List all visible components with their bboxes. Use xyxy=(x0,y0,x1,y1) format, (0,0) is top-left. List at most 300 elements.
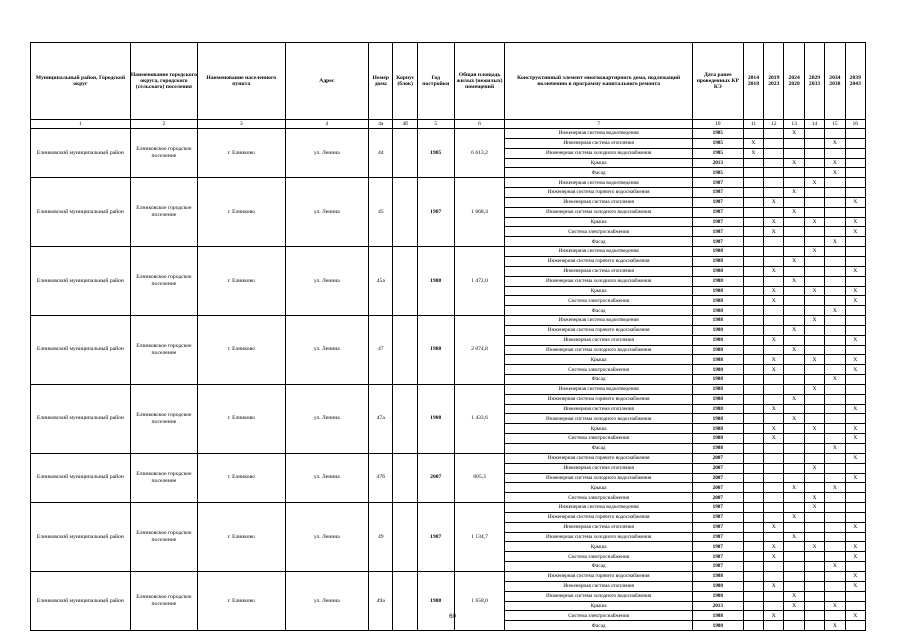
period-cell xyxy=(743,414,763,424)
table-row xyxy=(31,247,866,257)
period-cell xyxy=(743,601,763,611)
prior-repair-date-cell: 1988 xyxy=(692,404,743,414)
prior-repair-date-cell: 1987 xyxy=(692,532,743,542)
period-cell xyxy=(825,207,845,217)
period-cell xyxy=(804,335,824,345)
period-cell: X xyxy=(825,562,845,572)
period-cell xyxy=(845,532,865,542)
column-number: 15 xyxy=(825,120,845,129)
period-cell xyxy=(764,237,784,247)
period-cell: X xyxy=(743,138,763,148)
period-cell xyxy=(743,207,763,217)
period-cell xyxy=(825,276,845,286)
period-cell: X xyxy=(784,345,804,355)
column-header: Наименование населенного пункта xyxy=(197,43,285,120)
element-name-cell: Фасад xyxy=(505,237,692,247)
element-name-cell: Крыша xyxy=(505,355,692,365)
period-cell xyxy=(804,276,824,286)
build-year-cell: 1987 xyxy=(417,178,454,247)
period-cell: X xyxy=(784,256,804,266)
column-number: 13 xyxy=(784,120,804,129)
period-cell xyxy=(845,306,865,316)
period-cell xyxy=(764,188,784,198)
house-number-cell: 47б xyxy=(369,453,393,502)
period-cell xyxy=(825,129,845,139)
period-cell xyxy=(845,207,865,217)
period-cell xyxy=(845,178,865,188)
element-name-cell: Фасад xyxy=(505,306,692,316)
period-cell xyxy=(743,621,763,631)
period-cell xyxy=(825,335,845,345)
period-cell xyxy=(784,463,804,473)
period-cell xyxy=(743,178,763,188)
period-cell xyxy=(743,375,763,385)
table-row xyxy=(31,503,866,513)
period-cell: X xyxy=(764,424,784,434)
period-cell xyxy=(804,571,824,581)
element-name-cell: Система электроснабжения xyxy=(505,493,692,503)
settlement-cell: Елниковское городское поселение xyxy=(130,384,197,453)
element-name-cell: Система электроснабжения xyxy=(505,611,692,621)
prior-repair-date-cell: 2013 xyxy=(692,601,743,611)
period-cell xyxy=(784,404,804,414)
prior-repair-date-cell: 1988 xyxy=(692,247,743,257)
period-cell xyxy=(804,197,824,207)
period-cell: X xyxy=(784,414,804,424)
table-row xyxy=(31,571,866,581)
period-cell xyxy=(825,532,845,542)
period-cell: X xyxy=(845,335,865,345)
prior-repair-date-cell: 1988 xyxy=(692,384,743,394)
element-name-cell: Фасад xyxy=(505,562,692,572)
element-name-cell: Инженерная система отопления xyxy=(505,335,692,345)
settlement-cell: Елниковское городское поселение xyxy=(130,178,197,247)
period-cell: X xyxy=(764,197,784,207)
column-number: 5 xyxy=(417,120,454,129)
prior-repair-date-cell: 1985 xyxy=(692,129,743,139)
block-cell xyxy=(393,571,417,630)
element-name-cell: Инженерная система холодного водоснабжения xyxy=(505,207,692,217)
period-cell xyxy=(764,414,784,424)
period-cell xyxy=(825,404,845,414)
element-name-cell: Крыша xyxy=(505,286,692,296)
period-cell xyxy=(825,394,845,404)
column-number: 6 xyxy=(454,120,505,129)
period-cell xyxy=(764,394,784,404)
period-cell xyxy=(764,158,784,168)
period-cell xyxy=(804,365,824,375)
period-cell xyxy=(825,581,845,591)
period-cell xyxy=(825,512,845,522)
period-cell: X xyxy=(845,581,865,591)
period-cell xyxy=(743,503,763,513)
prior-repair-date-cell: 1985 xyxy=(692,168,743,178)
period-cell xyxy=(804,444,824,454)
table-row xyxy=(31,453,866,463)
prior-repair-date-cell: 1988 xyxy=(692,365,743,375)
column-number: 10 xyxy=(692,120,743,129)
period-cell: X xyxy=(804,424,824,434)
period-cell xyxy=(743,434,763,444)
period-cell: X xyxy=(764,227,784,237)
element-name-cell: Фасад xyxy=(505,621,692,631)
period-cell xyxy=(825,424,845,434)
period-cell xyxy=(825,316,845,326)
period-cell xyxy=(743,247,763,257)
period-cell xyxy=(764,571,784,581)
column-header: 2034 2038 xyxy=(825,43,845,120)
prior-repair-date-cell: 1988 xyxy=(692,581,743,591)
period-cell xyxy=(825,493,845,503)
period-cell: X xyxy=(764,296,784,306)
period-cell: X xyxy=(845,296,865,306)
period-cell: X xyxy=(845,473,865,483)
settlement-cell: Елниковское городское поселение xyxy=(130,453,197,502)
period-cell xyxy=(825,188,845,198)
period-cell xyxy=(784,542,804,552)
period-cell xyxy=(764,316,784,326)
period-cell xyxy=(743,483,763,493)
period-cell: X xyxy=(845,217,865,227)
period-cell: X xyxy=(845,286,865,296)
prior-repair-date-cell: 1987 xyxy=(692,552,743,562)
period-cell xyxy=(764,207,784,217)
element-name-cell: Крыша xyxy=(505,424,692,434)
period-cell: X xyxy=(845,404,865,414)
period-cell xyxy=(804,552,824,562)
element-name-cell: Инженерная система отопления xyxy=(505,404,692,414)
period-cell xyxy=(784,306,804,316)
period-cell xyxy=(784,493,804,503)
element-name-cell: Фасад xyxy=(505,168,692,178)
period-cell xyxy=(764,621,784,631)
period-cell xyxy=(825,473,845,483)
period-cell xyxy=(845,601,865,611)
period-cell: X xyxy=(764,434,784,444)
period-cell: X xyxy=(784,512,804,522)
house-number-cell: 45а xyxy=(369,247,393,316)
period-cell xyxy=(764,591,784,601)
period-cell xyxy=(743,256,763,266)
period-cell xyxy=(743,345,763,355)
header-row xyxy=(31,43,866,120)
period-cell xyxy=(743,394,763,404)
period-cell xyxy=(743,316,763,326)
column-header: Адрес xyxy=(285,43,369,120)
element-name-cell: Инженерная система холодного водоснабжения xyxy=(505,414,692,424)
period-cell: X xyxy=(845,424,865,434)
district-cell: Елниковский муниципальный район xyxy=(31,384,131,453)
house-number-cell: 44 xyxy=(369,129,393,178)
period-cell: X xyxy=(764,355,784,365)
build-year-cell: 1988 xyxy=(417,316,454,385)
prior-repair-date-cell: 2007 xyxy=(692,453,743,463)
period-cell xyxy=(764,178,784,188)
locality-cell: г. Елниково xyxy=(197,316,285,385)
period-cell xyxy=(845,247,865,257)
element-name-cell: Инженерная система водоотведения xyxy=(505,503,692,513)
period-cell xyxy=(825,148,845,158)
period-cell: X xyxy=(845,266,865,276)
period-cell xyxy=(845,148,865,158)
period-cell xyxy=(825,463,845,473)
period-cell xyxy=(784,562,804,572)
period-cell: X xyxy=(845,552,865,562)
element-name-cell: Крыша xyxy=(505,601,692,611)
period-cell xyxy=(845,463,865,473)
period-cell xyxy=(804,453,824,463)
period-cell xyxy=(764,512,784,522)
period-cell xyxy=(804,345,824,355)
period-cell xyxy=(804,512,824,522)
prior-repair-date-cell: 1988 xyxy=(692,256,743,266)
period-cell: X xyxy=(845,542,865,552)
period-cell xyxy=(764,306,784,316)
column-number-row xyxy=(31,120,866,129)
element-name-cell: Инженерная система горячего водоснабжения xyxy=(505,453,692,463)
period-cell xyxy=(784,217,804,227)
period-cell: X xyxy=(784,394,804,404)
period-cell xyxy=(764,444,784,454)
period-cell xyxy=(845,591,865,601)
element-name-cell: Система электроснабжения xyxy=(505,296,692,306)
prior-repair-date-cell: 2007 xyxy=(692,463,743,473)
house-number-cell: 49а xyxy=(369,571,393,630)
prior-repair-date-cell: 1988 xyxy=(692,414,743,424)
period-cell xyxy=(764,129,784,139)
period-cell: X xyxy=(764,522,784,532)
period-cell: X xyxy=(825,375,845,385)
street-cell: ул. Ленина xyxy=(285,453,369,502)
period-cell xyxy=(784,178,804,188)
block-cell xyxy=(393,384,417,453)
period-cell: X xyxy=(804,217,824,227)
period-cell xyxy=(845,345,865,355)
period-cell xyxy=(764,562,784,572)
period-cell: X xyxy=(845,227,865,237)
period-cell xyxy=(825,325,845,335)
period-cell xyxy=(825,286,845,296)
prior-repair-date-cell: 1987 xyxy=(692,217,743,227)
period-cell: X xyxy=(845,355,865,365)
locality-cell: г. Елниково xyxy=(197,571,285,630)
district-cell: Елниковский муниципальный район xyxy=(31,571,131,630)
period-cell xyxy=(743,158,763,168)
column-header: 2039 2043 xyxy=(845,43,865,120)
period-cell xyxy=(764,375,784,385)
element-name-cell: Крыша xyxy=(505,483,692,493)
column-header: 2014 2018 xyxy=(743,43,763,120)
period-cell: X xyxy=(804,355,824,365)
street-cell: ул. Ленина xyxy=(285,503,369,572)
table-row xyxy=(31,384,866,394)
table-body xyxy=(31,129,866,631)
period-cell xyxy=(804,266,824,276)
prior-repair-date-cell: 1987 xyxy=(692,207,743,217)
block-cell xyxy=(393,453,417,502)
period-cell xyxy=(845,375,865,385)
column-header: Год постройки xyxy=(417,43,454,120)
period-cell xyxy=(845,237,865,247)
element-name-cell: Инженерная система водоотведения xyxy=(505,316,692,326)
prior-repair-date-cell: 1988 xyxy=(692,345,743,355)
column-number: 4 xyxy=(285,120,369,129)
period-cell xyxy=(743,493,763,503)
period-cell xyxy=(784,316,804,326)
period-cell xyxy=(784,434,804,444)
period-cell xyxy=(743,266,763,276)
period-cell: X xyxy=(845,197,865,207)
area-cell: 6 613,2 xyxy=(454,129,505,178)
period-cell xyxy=(804,227,824,237)
element-name-cell: Крыша xyxy=(505,158,692,168)
period-cell xyxy=(764,138,784,148)
capital-repair-table xyxy=(30,42,866,631)
build-year-cell: 1988 xyxy=(417,571,454,630)
settlement-cell: Елниковское городское поселение xyxy=(130,571,197,630)
area-cell: 1 658,0 xyxy=(454,571,505,630)
element-name-cell: Инженерная система горячего водоснабжения xyxy=(505,325,692,335)
period-cell xyxy=(825,542,845,552)
element-name-cell: Инженерная система горячего водоснабжения xyxy=(505,188,692,198)
prior-repair-date-cell: 1987 xyxy=(692,542,743,552)
period-cell xyxy=(743,571,763,581)
column-header: Дата ранее проведенных КР КЭ xyxy=(692,43,743,120)
period-cell: X xyxy=(825,168,845,178)
period-cell xyxy=(825,453,845,463)
period-cell xyxy=(743,463,763,473)
period-cell xyxy=(764,384,784,394)
period-cell xyxy=(784,424,804,434)
period-cell xyxy=(845,276,865,286)
period-cell xyxy=(845,256,865,266)
column-header: Наименование городского округа, городского (сельского) поселения xyxy=(130,43,197,120)
period-cell xyxy=(784,266,804,276)
prior-repair-date-cell: 1988 xyxy=(692,286,743,296)
period-cell xyxy=(743,197,763,207)
period-cell: X xyxy=(784,325,804,335)
district-cell: Елниковский муниципальный район xyxy=(31,503,131,572)
element-name-cell: Инженерная система горячего водоснабжения xyxy=(505,512,692,522)
prior-repair-date-cell: 1988 xyxy=(692,611,743,621)
prior-repair-date-cell: 2007 xyxy=(692,473,743,483)
period-cell xyxy=(743,532,763,542)
period-cell: X xyxy=(845,522,865,532)
locality-cell: г. Елниково xyxy=(197,178,285,247)
period-cell xyxy=(784,168,804,178)
column-header: 2029 2033 xyxy=(804,43,824,120)
period-cell xyxy=(825,552,845,562)
house-number-cell: 47а xyxy=(369,384,393,453)
period-cell xyxy=(804,207,824,217)
period-cell xyxy=(784,237,804,247)
period-cell xyxy=(743,453,763,463)
street-cell: ул. Ленина xyxy=(285,129,369,178)
period-cell xyxy=(804,621,824,631)
prior-repair-date-cell: 2007 xyxy=(692,493,743,503)
period-cell xyxy=(845,444,865,454)
period-cell xyxy=(804,158,824,168)
period-cell xyxy=(743,355,763,365)
district-cell: Елниковский муниципальный район xyxy=(31,247,131,316)
prior-repair-date-cell: 1988 xyxy=(692,325,743,335)
period-cell xyxy=(804,532,824,542)
period-cell xyxy=(784,247,804,257)
period-cell: X xyxy=(825,138,845,148)
column-number: 4б xyxy=(393,120,417,129)
settlement-cell: Елниковское городское поселение xyxy=(130,247,197,316)
element-name-cell: Инженерная система отопления xyxy=(505,581,692,591)
prior-repair-date-cell: 1988 xyxy=(692,621,743,631)
period-cell xyxy=(784,296,804,306)
period-cell xyxy=(825,256,845,266)
period-cell xyxy=(804,562,824,572)
prior-repair-date-cell: 1987 xyxy=(692,237,743,247)
prior-repair-date-cell: 1988 xyxy=(692,276,743,286)
period-cell: X xyxy=(804,247,824,257)
period-cell xyxy=(784,522,804,532)
column-number: 1 xyxy=(31,120,131,129)
element-name-cell: Инженерная система водоотведения xyxy=(505,178,692,188)
block-cell xyxy=(393,316,417,385)
period-cell: X xyxy=(825,601,845,611)
locality-cell: г. Елниково xyxy=(197,384,285,453)
period-cell xyxy=(743,512,763,522)
period-cell xyxy=(764,256,784,266)
period-cell: X xyxy=(845,453,865,463)
element-name-cell: Инженерная система холодного водоснабжения xyxy=(505,148,692,158)
element-name-cell: Система электроснабжения xyxy=(505,227,692,237)
period-cell xyxy=(784,503,804,513)
block-cell xyxy=(393,247,417,316)
period-cell: X xyxy=(825,158,845,168)
period-cell xyxy=(764,483,784,493)
period-cell: X xyxy=(825,444,845,454)
prior-repair-date-cell: 1988 xyxy=(692,591,743,601)
period-cell xyxy=(804,414,824,424)
period-cell xyxy=(804,148,824,158)
street-cell: ул. Ленина xyxy=(285,384,369,453)
period-cell xyxy=(764,473,784,483)
column-header: Номер дома xyxy=(369,43,393,120)
locality-cell: г. Елниково xyxy=(197,129,285,178)
period-cell xyxy=(804,394,824,404)
period-cell xyxy=(804,483,824,493)
area-cell: 805,3 xyxy=(454,453,505,502)
period-cell xyxy=(743,306,763,316)
period-cell xyxy=(764,168,784,178)
period-cell xyxy=(845,483,865,493)
document-page xyxy=(30,42,866,631)
period-cell xyxy=(845,384,865,394)
period-cell: X xyxy=(784,276,804,286)
element-name-cell: Инженерная система водоотведения xyxy=(505,129,692,139)
prior-repair-date-cell: 1988 xyxy=(692,316,743,326)
period-cell xyxy=(804,581,824,591)
column-number: 3 xyxy=(197,120,285,129)
period-cell: X xyxy=(764,217,784,227)
house-number-cell: 45 xyxy=(369,178,393,247)
period-cell xyxy=(743,384,763,394)
locality-cell: г. Елниково xyxy=(197,453,285,502)
period-cell xyxy=(845,158,865,168)
area-cell: 1 472,0 xyxy=(454,247,505,316)
period-cell: X xyxy=(804,178,824,188)
element-name-cell: Инженерная система отопления xyxy=(505,266,692,276)
prior-repair-date-cell: 1987 xyxy=(692,503,743,513)
period-cell xyxy=(804,256,824,266)
column-header: 2019 2023 xyxy=(764,43,784,120)
